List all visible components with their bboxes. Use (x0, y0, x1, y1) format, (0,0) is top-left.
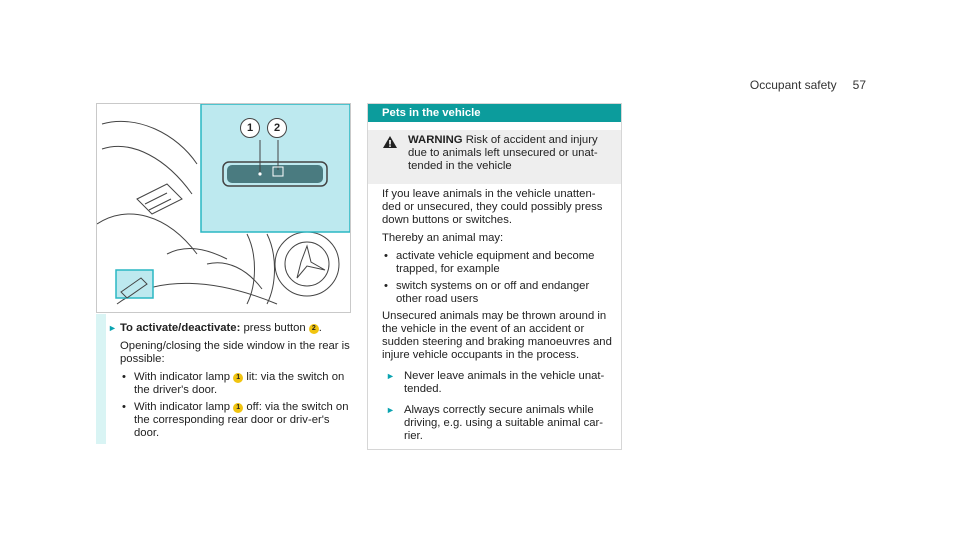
indicator-list (120, 371, 350, 440)
arrow-icon: ► (108, 323, 117, 333)
list-item: • activate vehicle equipment and become trapped, for example (382, 250, 613, 276)
pets-section (367, 103, 622, 450)
paragraph-3: Unsecured animals may be thrown around in the vehicle in the event of an accident or sudden steering and braking manoeuvres and injure vehicle occupants in the process. (382, 310, 612, 361)
list-item: • With indicator lamp 1 off: via the switch on the corresponding rear door or driv-er's door. (120, 401, 350, 440)
arrow-icon: ► (386, 405, 395, 415)
callout-2: 2 (267, 118, 287, 138)
warning-label: WARNING (408, 134, 463, 146)
button-2-badge: 2 (309, 324, 319, 334)
step-label: To activate/deactivate: (120, 322, 241, 334)
list-item: • switch systems on or off and endanger other road users (382, 280, 613, 306)
step-never-leave: ► Never leave animals in the vehicle unat-tended. (386, 370, 605, 395)
callout-1: 1 (240, 118, 260, 138)
page-number: 57 (852, 78, 866, 92)
page-header (750, 78, 866, 92)
door-switch-illustration (96, 103, 351, 313)
warning-text: Risk of accident and injury due to animals left unsecured or unat-tended in the vehicle (408, 134, 598, 172)
lamp-1-badge: 1 (233, 373, 243, 383)
door-panel-drawing (97, 104, 350, 312)
warning-triangle-icon (382, 135, 398, 149)
section-heading: Pets in the vehicle (368, 104, 621, 122)
step-secure-animals: ► Always correctly secure animals while driving, e.g. using a suitable animal car-rier. (386, 404, 604, 442)
list-item: • With indicator lamp 1 lit: via the switch on the driver's door. (120, 371, 350, 397)
instruction-block (96, 314, 349, 444)
instruction-bar (96, 314, 106, 444)
paragraph-1: If you leave animals in the vehicle unatten-ded or unsecured, they could possibly press down buttons or switches. (382, 188, 603, 226)
paragraph-2: Thereby an animal may: (382, 232, 504, 244)
arrow-icon: ► (386, 371, 395, 381)
step-activate: ► To activate/deactivate: press button 2 . (108, 322, 322, 334)
intro-text: Opening/closing the side window in the rear is possible: (120, 340, 350, 365)
animal-risk-list (382, 250, 613, 306)
section-title: Occupant safety (749, 78, 837, 92)
warning-box (368, 130, 621, 184)
lamp-1-badge: 1 (233, 403, 243, 413)
